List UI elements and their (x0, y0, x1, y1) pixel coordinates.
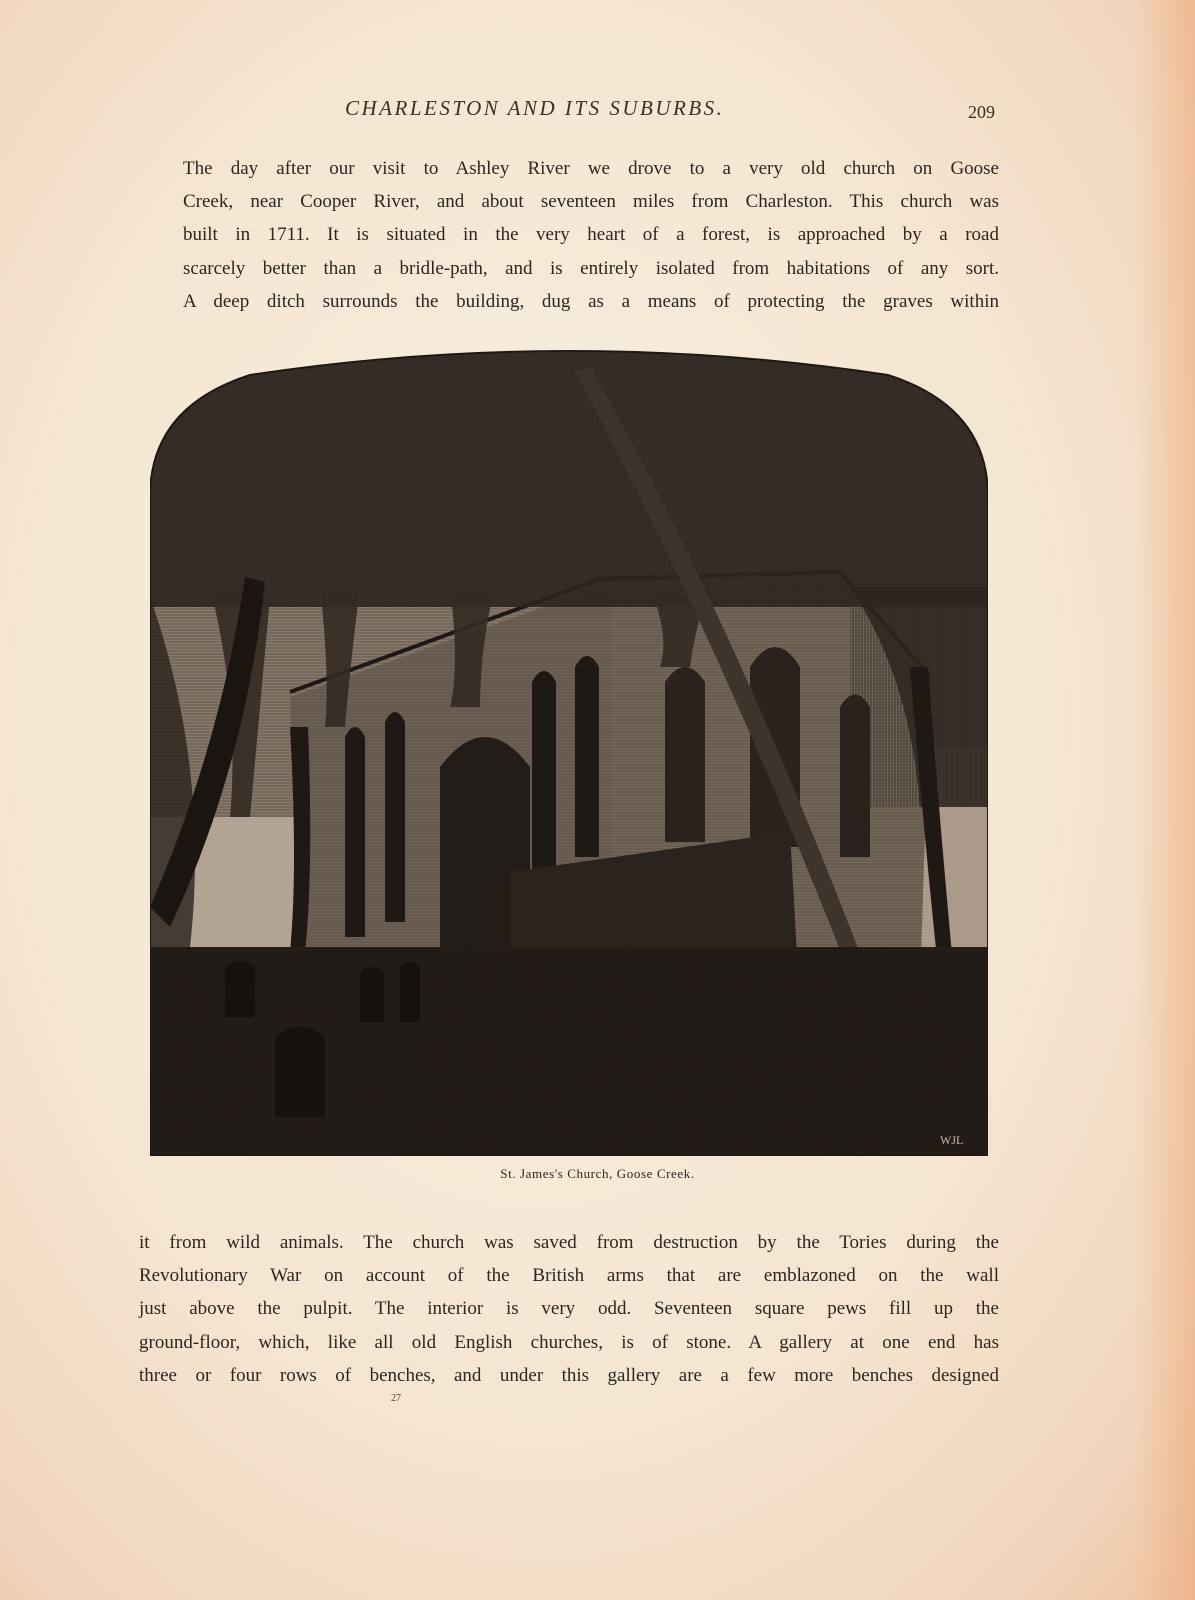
text-line: it from wild animals. The church was saved from destruction by the Tories during the (139, 1232, 999, 1253)
text-line: three or four rows of benches, and under this gallery are a few more benches designed (139, 1364, 999, 1386)
page-header (0, 96, 1195, 130)
paragraph-bottom (139, 1226, 999, 1392)
text-line: The day after our visit to Ashley River we drove to a very old church on Goose (183, 158, 999, 179)
church-engraving (150, 347, 988, 1156)
signature-mark: 27 (391, 1393, 401, 1404)
text-line: just above the pulpit. The interior is very odd. Seventeen square pews fill up the (139, 1298, 999, 1320)
running-head: CHARLESTON AND ITS SUBURBS. (345, 96, 725, 120)
text-line: built in 1711. It is situated in the very heart of a forest, is approached by a road (183, 224, 999, 246)
text-line: Revolutionary War on account of the British arms that are emblazoned on the wall (139, 1265, 999, 1287)
page-edge-discoloration (1135, 0, 1195, 1600)
paragraph-top (139, 152, 999, 318)
text-line: ground-floor, which, like all old English churches, is of stone. A gallery at one end has (139, 1331, 999, 1353)
text-line: A deep ditch surrounds the building, dug as a means of protecting the graves within (183, 290, 999, 312)
page-number: 209 (968, 102, 995, 122)
graveyard-undergrowth (150, 947, 988, 1156)
engraver-mark: WJL (940, 1133, 964, 1147)
text-line: scarcely better than a bridle-path, and is entirely isolated from habitations of any sort. (183, 257, 999, 279)
text-line: Creek, near Cooper River, and about seventeen miles from Charleston. This church was (183, 191, 999, 213)
illustration-caption: St. James's Church, Goose Creek. (500, 1166, 695, 1181)
